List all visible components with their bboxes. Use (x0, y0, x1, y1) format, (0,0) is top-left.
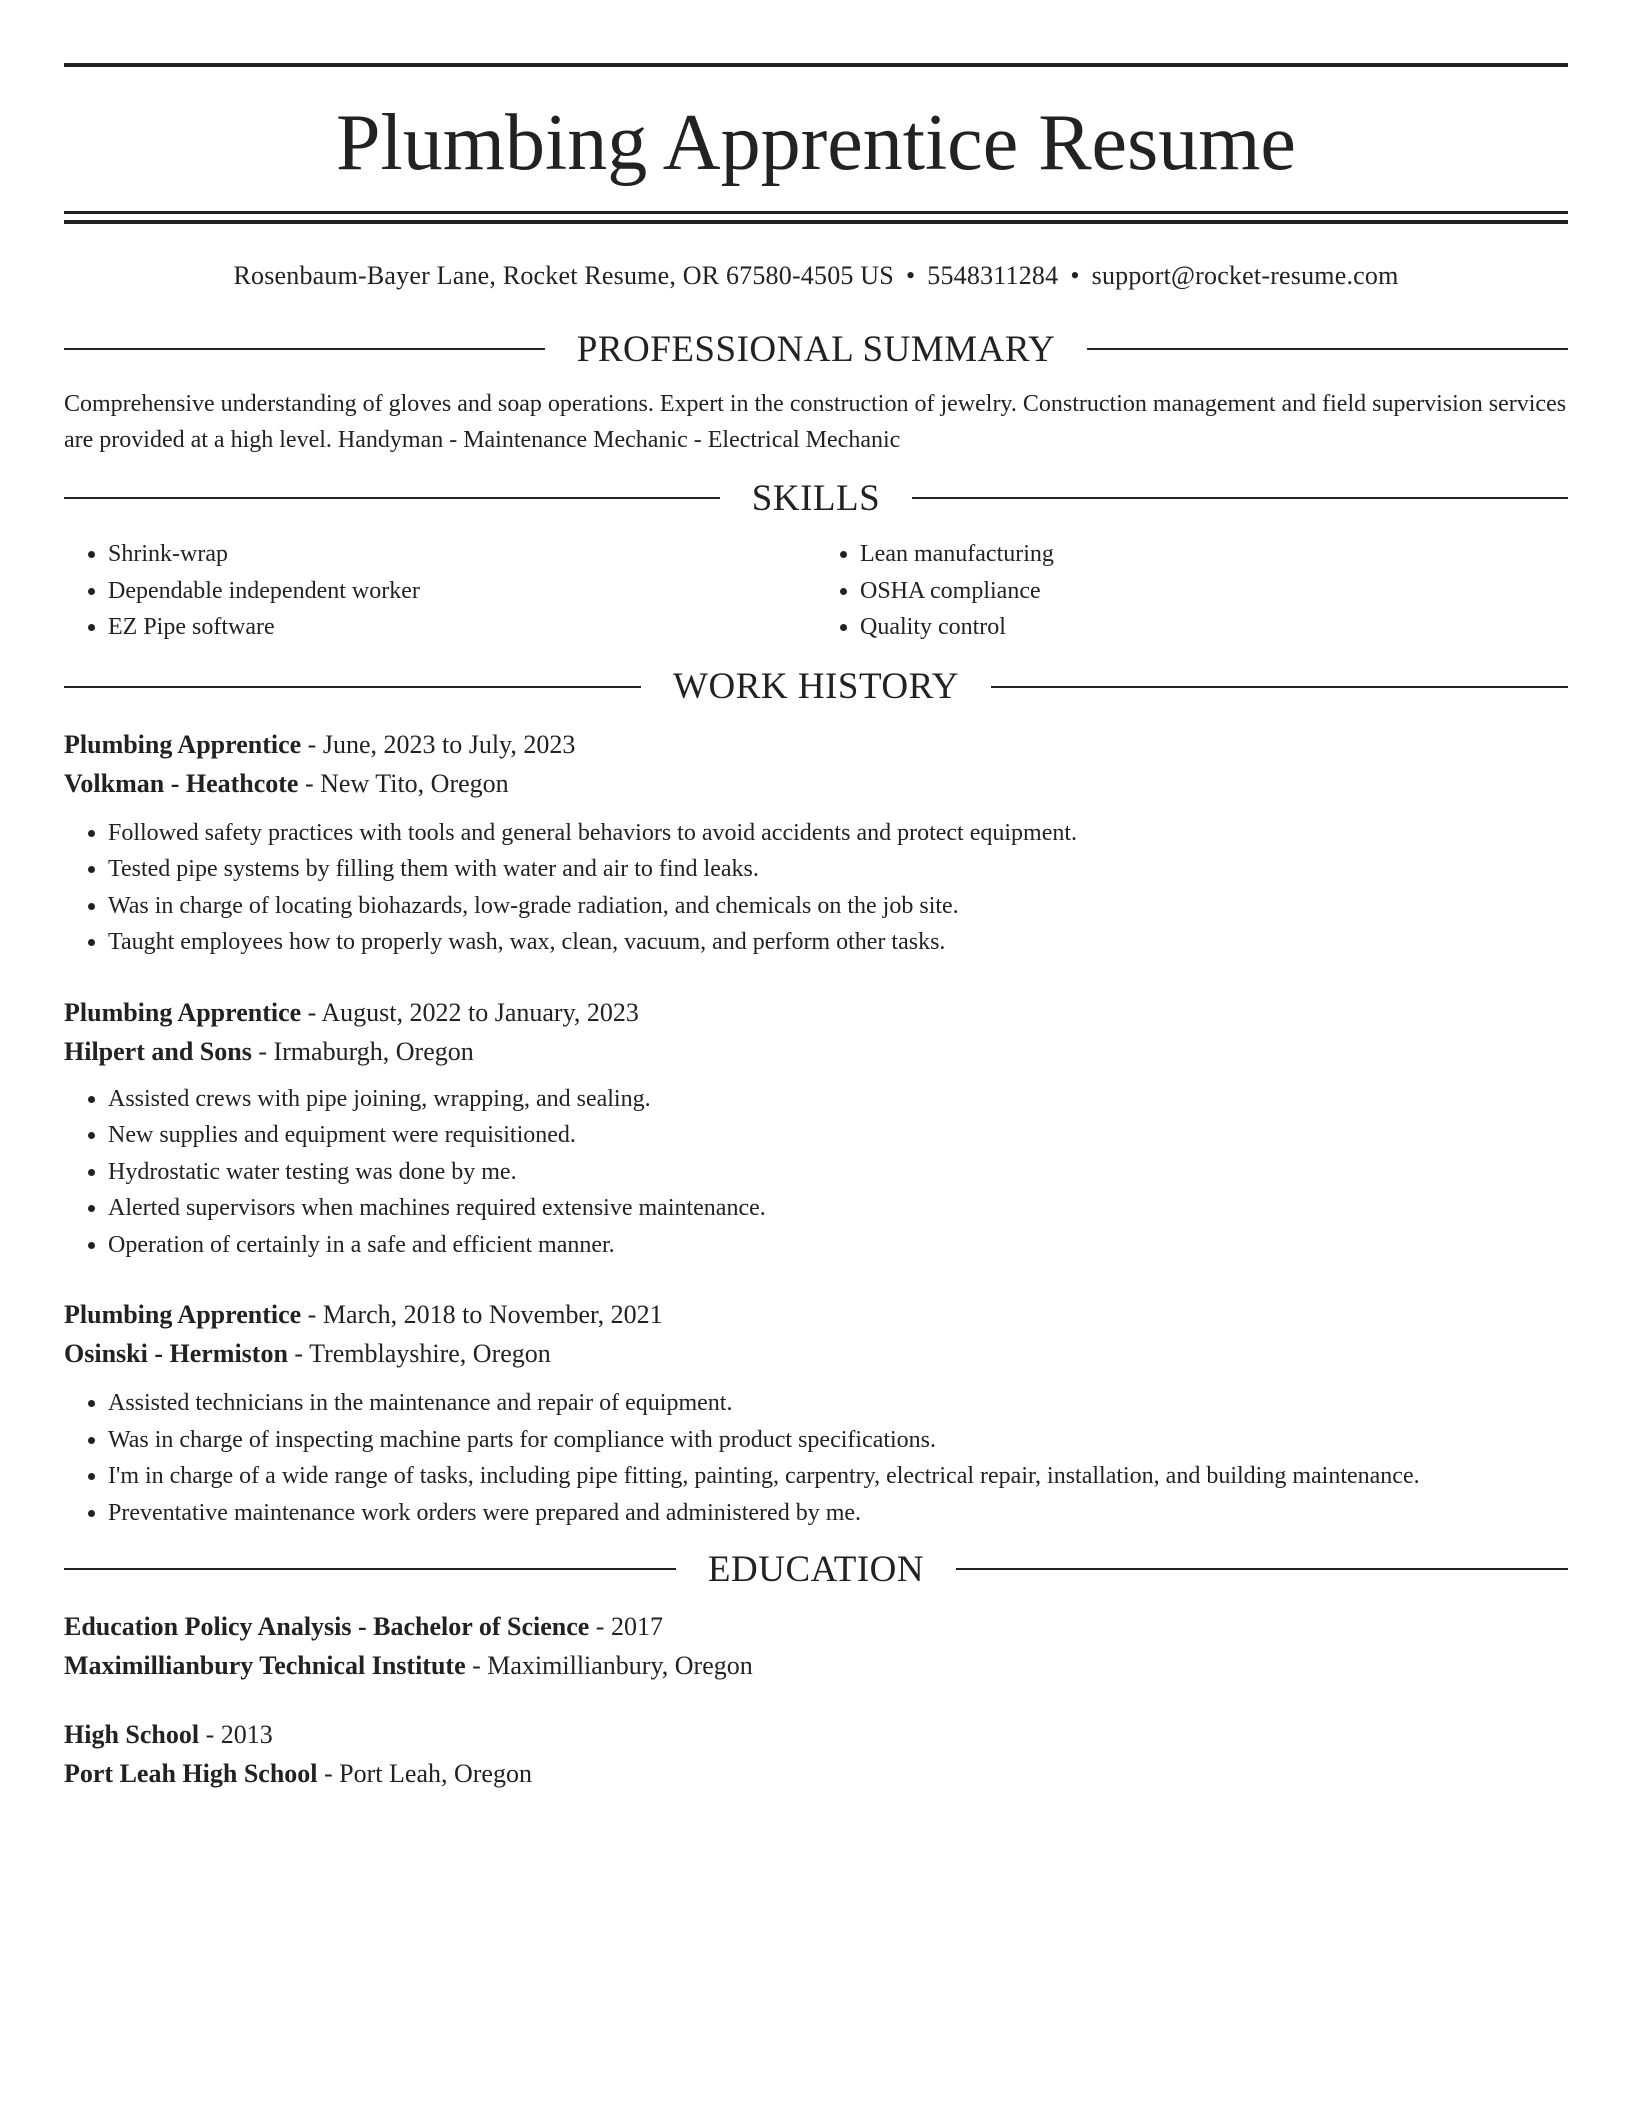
skills-list-right (816, 536, 1568, 646)
job-employer: Hilpert and Sons (64, 1036, 252, 1066)
job-location: - New Tito, Oregon (298, 768, 509, 798)
divider-line (991, 686, 1568, 688)
job-title: Plumbing Apprentice (64, 997, 302, 1027)
job-bullet: • Was in charge of inspecting machine parts for compliance with product specifications. (108, 1422, 1568, 1459)
education-degree: Education Policy Analysis - Bachelor of Science (64, 1612, 590, 1641)
skill-item: • OSHA compliance (860, 573, 1568, 610)
education-entry (64, 1607, 1568, 1685)
education-location: - Maximillianbury, Oregon (465, 1651, 753, 1680)
job-employer: Volkman - Heathcote (64, 768, 299, 798)
skill-item: • Lean manufacturing (860, 536, 1568, 573)
job-entry (64, 1295, 1568, 1531)
section-title-skills: SKILLS (751, 477, 881, 519)
divider-line (1087, 348, 1568, 350)
divider-line (64, 1568, 676, 1570)
contact-phone: 5548311284 (927, 261, 1059, 290)
section-title-education: EDUCATION (707, 1548, 925, 1590)
job-employer-line (64, 764, 1568, 803)
contact-separator: • (1070, 261, 1080, 290)
job-dates: - March, 2018 to November, 2021 (301, 1300, 663, 1329)
job-bullet: • Operation of certainly in a safe and efficient manner. (108, 1227, 1568, 1264)
section-title-summary: PROFESSIONAL SUMMARY (576, 328, 1056, 370)
job-bullet: • Tested pipe systems by filling them with water and air to find leaks. (108, 851, 1568, 888)
job-title: Plumbing Apprentice (64, 1300, 302, 1329)
divider-line (64, 348, 545, 350)
job-employer-line (64, 1032, 1568, 1071)
job-entry (64, 993, 1568, 1264)
section-title-work: WORK HISTORY (673, 666, 959, 707)
contact-email: support@rocket-resume.com (1091, 261, 1399, 290)
job-title: Plumbing Apprentice (64, 729, 302, 759)
job-bullet: • Preventative maintenance work orders were prepared and administered by me. (108, 1495, 1568, 1532)
job-bullets (64, 1385, 1568, 1531)
job-bullet: • Hydrostatic water testing was done by me. (108, 1154, 1568, 1191)
skills-list-left (64, 536, 816, 646)
summary-text: Comprehensive understanding of gloves and soap operations. Expert in the construction of jewelry. Construction management and field supervision services are provided at a high level. Handyman - Maintenance Mechanic - Electrical Mechanic (64, 391, 1567, 453)
divider-line (956, 1568, 1568, 1570)
job-bullet: • Assisted crews with pipe joining, wrapping, and sealing. (108, 1081, 1568, 1118)
contact-separator: • (905, 261, 916, 290)
job-title-line (64, 725, 1568, 764)
contact-line (64, 261, 1568, 301)
job-bullet: • Followed safety practices with tools and general behaviors to avoid accidents and protect equipment. (108, 815, 1568, 852)
divider-line (64, 686, 641, 688)
top-rule (64, 63, 1568, 67)
skill-item: • Dependable independent worker (108, 573, 816, 610)
education-school-line (64, 1754, 1568, 1793)
education-school: Port Leah High School (64, 1759, 318, 1788)
job-employer: Osinski - Hermiston (64, 1339, 288, 1368)
section-header-education (64, 1543, 1568, 1595)
job-bullet: • Was in charge of locating biohazards, low-grade radiation, and chemicals on the job site. (108, 888, 1568, 925)
job-location: - Irmaburgh, Oregon (251, 1036, 474, 1066)
resume-title: Plumbing Apprentice Resume (336, 99, 1296, 187)
job-title-line (64, 993, 1568, 1032)
job-bullet: • Taught employees how to properly wash, wax, clean, vacuum, and perform other tasks. (108, 924, 1568, 961)
divider-line (64, 497, 720, 499)
job-location: - Tremblayshire, Oregon (287, 1339, 551, 1368)
job-bullet: • Alerted supervisors when machines required extensive maintenance. (108, 1190, 1568, 1227)
job-dates: - August, 2022 to January, 2023 (301, 997, 639, 1027)
job-title-line (64, 1295, 1568, 1334)
job-bullet: • New supplies and equipment were requisitioned. (108, 1117, 1568, 1154)
divider-line (912, 497, 1568, 499)
skill-item: • Shrink-wrap (108, 536, 816, 573)
section-header-work (64, 661, 1568, 713)
education-school: Maximillianbury Technical Institute (64, 1651, 466, 1680)
job-bullets (64, 815, 1568, 961)
job-entry (64, 725, 1568, 961)
section-header-summary (64, 323, 1568, 375)
job-bullet: • Assisted technicians in the maintenance and repair of equipment. (108, 1385, 1568, 1422)
skill-item: • EZ Pipe software (108, 609, 816, 646)
education-school-line (64, 1646, 1568, 1685)
job-bullets (64, 1081, 1568, 1264)
skills-columns (64, 536, 1568, 646)
skill-item: • Quality control (860, 609, 1568, 646)
education-year: - 2013 (199, 1720, 273, 1749)
section-header-skills (64, 472, 1568, 524)
job-dates: - June, 2023 to July, 2023 (301, 729, 576, 759)
education-location: - Port Leah, Oregon (317, 1759, 532, 1788)
title-double-rule (64, 211, 1568, 224)
education-entry (64, 1715, 1568, 1793)
education-degree-line (64, 1715, 1568, 1754)
contact-address: Rosenbaum-Bayer Lane, Rocket Resume, OR 67580-4505 US (233, 261, 894, 290)
education-degree: High School (64, 1720, 200, 1749)
education-year: - 2017 (589, 1612, 663, 1641)
education-degree-line (64, 1607, 1568, 1646)
job-employer-line (64, 1334, 1568, 1373)
job-bullet: • I'm in charge of a wide range of tasks, including pipe fitting, painting, carpentry, electrical repair, installation, and building maintenance. (108, 1458, 1568, 1495)
